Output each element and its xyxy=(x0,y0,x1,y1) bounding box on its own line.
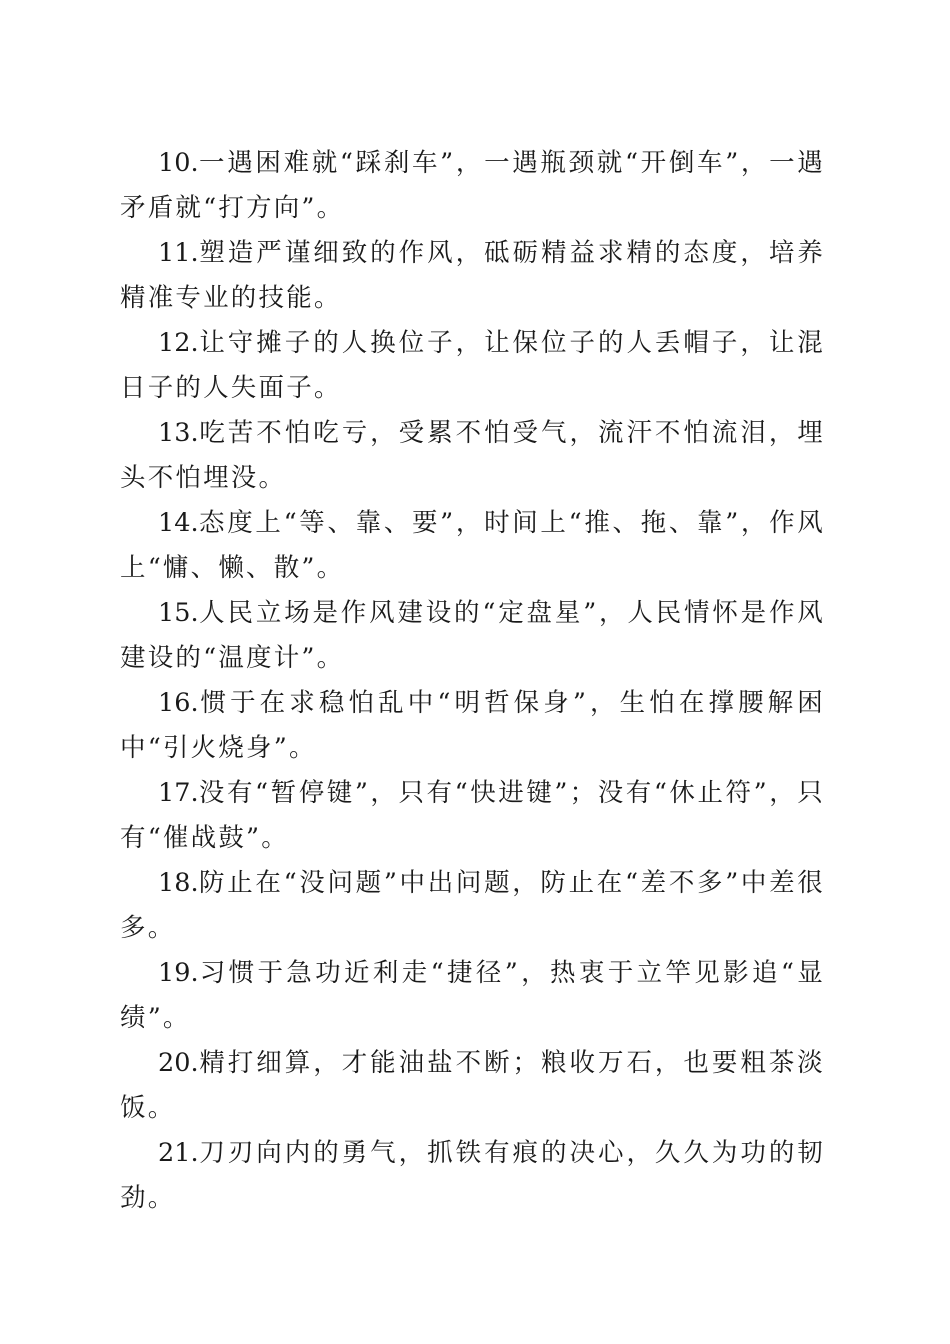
list-item xyxy=(120,501,825,591)
item-text: 防止在“没问题”中出问题，防止在“差不多”中差很多。 xyxy=(120,868,825,943)
item-text: 刀刃向内的勇气，抓铁有痕的决心，久久为功的韧劲。 xyxy=(120,1138,825,1213)
item-text: 惯于在求稳怕乱中“明哲保身”，生怕在撑腰解困中“引火烧身”。 xyxy=(120,688,825,763)
item-text: 让守摊子的人换位子，让保位子的人丢帽子，让混日子的人失面子。 xyxy=(120,328,825,403)
item-text: 人民立场是作风建设的“定盘星”，人民情怀是作风建设的“温度计”。 xyxy=(120,598,825,673)
item-number: 11. xyxy=(158,238,199,268)
list-item xyxy=(120,1041,825,1131)
item-text: 没有“暂停键”，只有“快进键”；没有“休止符”，只有“催战鼓”。 xyxy=(120,778,825,853)
item-number: 10. xyxy=(158,148,199,178)
list-item xyxy=(120,861,825,951)
item-number: 19. xyxy=(158,958,199,988)
list-item xyxy=(120,951,825,1041)
item-text: 习惯于急功近利走“捷径”，热衷于立竿见影追“显绩”。 xyxy=(120,958,825,1033)
item-text: 塑造严谨细致的作风，砥砺精益求精的态度，培养精准专业的技能。 xyxy=(120,238,825,313)
item-number: 16. xyxy=(158,688,199,718)
list-item xyxy=(120,321,825,411)
document-body xyxy=(120,141,825,1221)
item-number: 15. xyxy=(158,598,199,628)
item-number: 21. xyxy=(158,1138,199,1168)
list-item xyxy=(120,1131,825,1221)
item-text: 吃苦不怕吃亏，受累不怕受气，流汗不怕流泪，埋头不怕埋没。 xyxy=(120,418,825,493)
item-number: 14. xyxy=(158,508,199,538)
list-item xyxy=(120,771,825,861)
item-number: 18. xyxy=(158,868,199,898)
item-number: 20. xyxy=(158,1048,199,1078)
item-text: 态度上“等、靠、要”，时间上“推、拖、靠”，作风上“慵、懒、散”。 xyxy=(120,508,825,583)
item-number: 12. xyxy=(158,328,199,358)
item-number: 13. xyxy=(158,418,199,448)
item-text: 一遇困难就“踩刹车”，一遇瓶颈就“开倒车”，一遇矛盾就“打方向”。 xyxy=(120,148,825,223)
list-item xyxy=(120,591,825,681)
list-item xyxy=(120,681,825,771)
item-text: 精打细算，才能油盐不断；粮收万石，也要粗茶淡饭。 xyxy=(120,1048,825,1123)
item-number: 17. xyxy=(158,778,199,808)
list-item xyxy=(120,231,825,321)
list-item xyxy=(120,141,825,231)
list-item xyxy=(120,411,825,501)
